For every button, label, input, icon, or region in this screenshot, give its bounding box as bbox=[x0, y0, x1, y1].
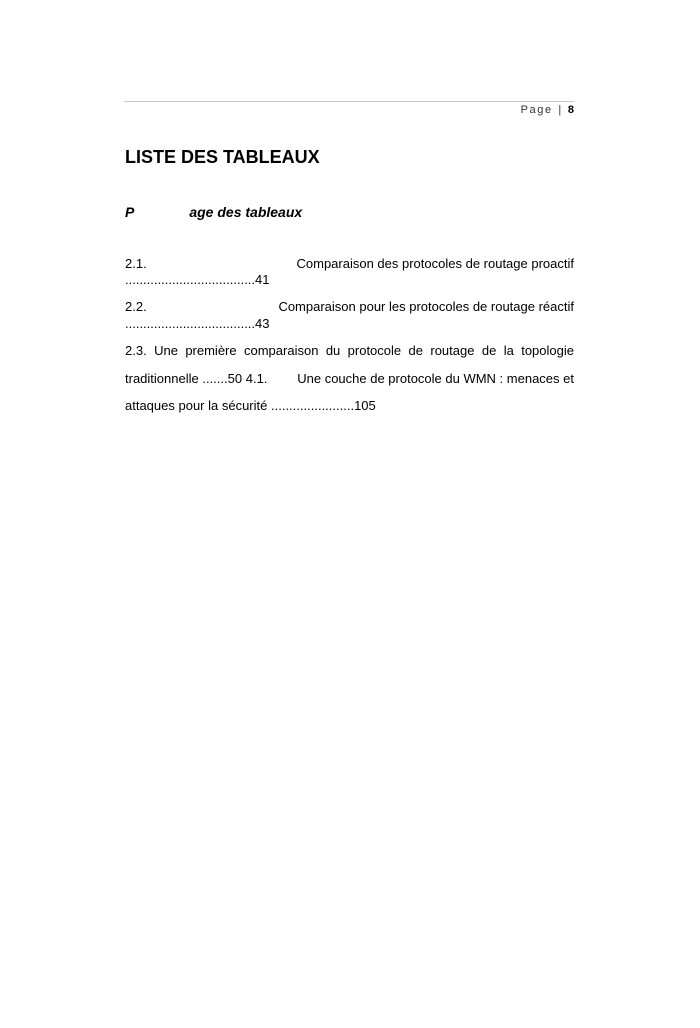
toc-entry-title: Comparaison pour les protocoles de routage réactif bbox=[278, 299, 574, 314]
toc-paragraph-line-1[interactable] bbox=[125, 343, 574, 358]
toc-leader-line bbox=[125, 272, 270, 287]
subtitle-first-letter: P bbox=[125, 204, 135, 220]
page-number-value: 8 bbox=[567, 104, 574, 116]
toc-paragraph-line-3[interactable] bbox=[125, 398, 376, 413]
page-title: LISTE DES TABLEAUX bbox=[125, 147, 320, 167]
toc-entry-number: 2.3. bbox=[125, 343, 147, 358]
toc-leader: .................................... bbox=[125, 272, 256, 287]
subtitle-rest: age des tableaux bbox=[189, 204, 303, 220]
toc-leader: ....................... bbox=[271, 398, 355, 413]
toc-entry-2-2[interactable] bbox=[0, 299, 700, 317]
toc-entry-number: 4.1. bbox=[245, 371, 268, 386]
toc-entry-2-2-leader bbox=[0, 316, 700, 334]
page-number bbox=[521, 104, 574, 116]
toc-entry-number: 2.1. bbox=[125, 256, 147, 271]
toc-page: 43 bbox=[255, 316, 270, 331]
toc-entry-number: 2.2. bbox=[125, 299, 147, 314]
toc-page: 105 bbox=[354, 398, 376, 413]
toc-entry-title: Comparaison des protocoles de routage proactif bbox=[296, 256, 574, 271]
toc-entry-continuation bbox=[125, 371, 267, 386]
toc-entry-title: Une première comparaison du protocole de routage de la topologie bbox=[154, 343, 574, 358]
toc-entry-title: traditionnelle bbox=[125, 371, 199, 386]
toc-entry-2-1-leader bbox=[0, 272, 700, 290]
toc-leader: .................................... bbox=[125, 316, 256, 331]
page-separator: | bbox=[558, 104, 562, 116]
toc-page: 41 bbox=[255, 272, 270, 287]
toc-entry-title: attaques pour la sécurité bbox=[125, 398, 268, 413]
section-subtitle bbox=[125, 204, 302, 220]
toc-leader-line bbox=[125, 316, 270, 331]
toc-leader: ....... bbox=[202, 371, 228, 386]
page-word: Page bbox=[520, 104, 553, 116]
toc-entry-title: Une couche de protocole du WMN : menaces et bbox=[297, 371, 574, 386]
toc-page: 50 bbox=[227, 371, 243, 386]
header-rule bbox=[124, 101, 574, 102]
